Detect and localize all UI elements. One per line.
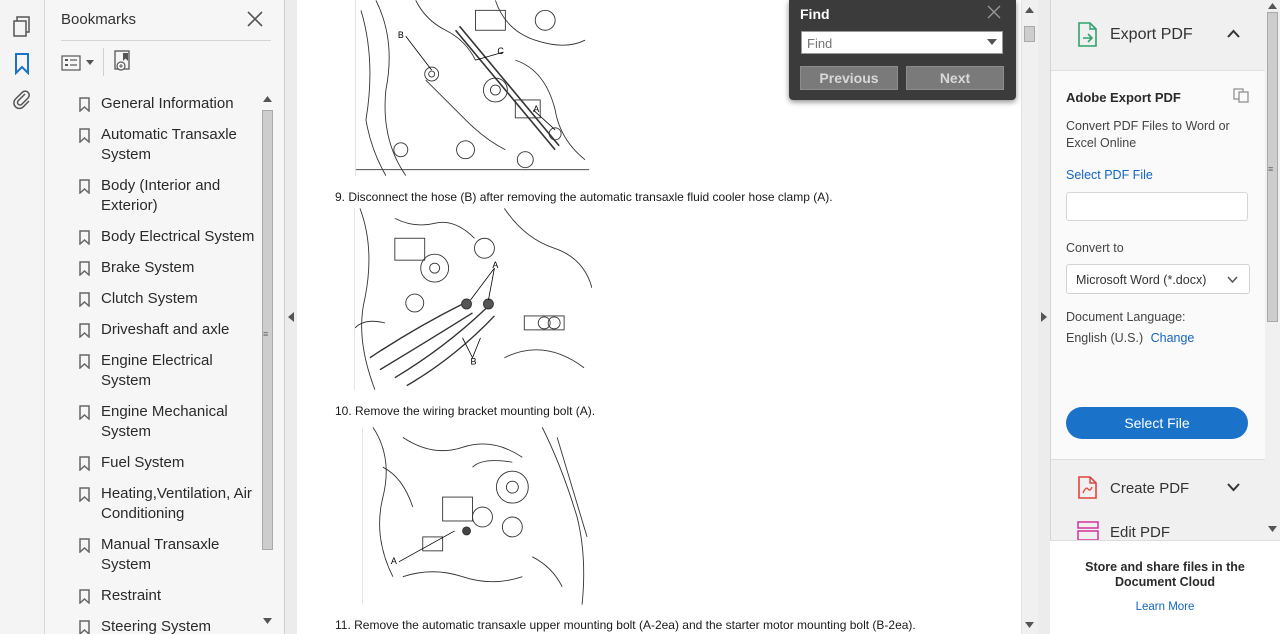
bookmark-item[interactable] (75, 402, 261, 442)
export-pdf-header[interactable] (1051, 0, 1266, 70)
card-title: Adobe Export PDF (1066, 90, 1181, 105)
figure-transaxle-hose (355, 0, 589, 176)
export-pdf-title: Export PDF (1110, 26, 1193, 43)
chevron-down-icon[interactable] (987, 39, 997, 45)
bookmark-item[interactable] (75, 535, 261, 575)
next-button[interactable]: Next (906, 66, 1004, 90)
edit-pdf-tool[interactable] (1051, 514, 1266, 540)
bookmark-icon (79, 620, 90, 634)
bookmark-label: General Information (101, 95, 234, 112)
find-title: Find (800, 6, 830, 22)
promo-text: Store and share files in the Document Cloud (1085, 560, 1245, 589)
bookmark-icon (79, 456, 90, 471)
scroll-up-icon[interactable] (263, 96, 272, 102)
bookmark-icon (79, 538, 90, 553)
export-pdf-icon (1077, 22, 1099, 48)
chevron-down-icon (1227, 483, 1240, 492)
convert-to-label: Convert to (1066, 241, 1124, 255)
step-11-text: 11. Remove the automatic transaxle upper mounting bolt (A-2ea) and the starter motor mounting bolt (B-2ea). (335, 618, 916, 632)
bookmark-icon (79, 487, 90, 502)
bookmark-options-button[interactable] (61, 52, 95, 74)
bookmark-label: Brake System (101, 259, 195, 276)
figure-wiring-bracket (362, 427, 594, 605)
new-bookmark-icon (113, 50, 135, 74)
chevron-left-icon (288, 312, 294, 322)
grip-icon: ≡ (1268, 164, 1274, 174)
select-file-button[interactable]: Select File (1066, 407, 1248, 439)
close-icon[interactable] (987, 5, 1001, 19)
doc-language-row (1066, 331, 1194, 345)
bookmark-item[interactable] (75, 258, 261, 278)
new-bookmark-button[interactable] (113, 50, 137, 76)
bookmark-label: Restraint (101, 587, 162, 604)
export-pdf-card (1051, 70, 1266, 460)
bookmark-icon (79, 230, 90, 245)
doc-language-value: English (U.S.) (1066, 331, 1144, 345)
selected-file-field[interactable] (1066, 192, 1248, 221)
grip-icon: ≡ (263, 329, 269, 339)
figure-label: C (497, 46, 504, 57)
scroll-thumb[interactable] (1024, 26, 1035, 42)
bookmark-item[interactable] (75, 453, 261, 473)
bookmark-label: Steering System (101, 618, 212, 634)
create-pdf-label: Create PDF (1110, 480, 1190, 497)
collapse-right-panel-button[interactable] (1038, 0, 1050, 634)
page-thumbnails-icon[interactable] (8, 13, 36, 41)
scroll-down-icon[interactable] (1268, 526, 1277, 532)
select-pdf-file-link[interactable]: Select PDF File (1066, 168, 1153, 182)
edit-pdf-icon (1077, 520, 1101, 540)
bookmark-label: Body (Interior and Exterior) (101, 177, 221, 214)
bookmark-item[interactable] (75, 176, 261, 216)
bookmark-label: Driveshaft and axle (101, 321, 230, 338)
chevron-down-icon (86, 60, 94, 66)
bookmark-label: Clutch System (101, 290, 198, 307)
bookmark-list (75, 94, 261, 634)
bookmark-label: Automatic Transaxle System (101, 126, 237, 163)
bookmark-label: Engine Mechanical System (101, 403, 228, 440)
bookmark-icon (79, 292, 90, 307)
convert-to-select[interactable] (1066, 264, 1250, 294)
figure-label: B (470, 356, 477, 367)
bookmark-icon (79, 354, 90, 369)
left-tool-strip (0, 0, 45, 634)
document-scrollbar[interactable] (1021, 0, 1037, 634)
bookmark-icon (79, 589, 90, 604)
collapse-left-panel-button[interactable] (285, 0, 297, 634)
bookmark-icon[interactable] (8, 50, 36, 78)
divider (61, 40, 271, 41)
bookmark-label: Fuel System (101, 454, 185, 471)
figure-label: A (533, 103, 540, 114)
bookmark-item[interactable] (75, 586, 261, 606)
bookmark-icon (79, 179, 90, 194)
scroll-up-icon[interactable] (1268, 3, 1277, 9)
bookmark-icon (79, 261, 90, 276)
bookmarks-scrollbar[interactable] (260, 92, 276, 629)
figure-label: A (390, 555, 397, 566)
tools-pane (1050, 0, 1265, 634)
bookmark-item[interactable] (75, 227, 261, 247)
step-9-text: 9. Disconnect the hose (B) after removing the automatic transaxle fluid cooler hose clamp (A). (335, 190, 833, 204)
figure-label: A (492, 260, 499, 271)
bookmark-icon (79, 128, 90, 143)
convert-to-value: Microsoft Word (*.docx) (1076, 273, 1207, 287)
bookmark-item[interactable] (75, 351, 261, 391)
scroll-up-icon[interactable] (1025, 7, 1034, 13)
bookmarks-title: Bookmarks (61, 11, 137, 28)
divider (103, 48, 104, 76)
create-pdf-tool[interactable] (1051, 462, 1266, 514)
chevron-up-icon[interactable] (1227, 29, 1240, 38)
bookmark-icon (79, 323, 90, 338)
bookmark-label: Manual Transaxle System (101, 536, 220, 573)
close-icon[interactable] (245, 9, 265, 29)
bookmark-label: Body Electrical System (101, 228, 255, 245)
card-description: Convert PDF Files to Word or Excel Online (1066, 119, 1230, 150)
bookmark-item[interactable] (75, 94, 261, 114)
cloud-copy-icon[interactable] (1233, 88, 1250, 103)
figure-label: B (397, 30, 404, 41)
figure-cooler-hose (354, 208, 592, 390)
bookmark-icon (79, 97, 90, 112)
scroll-down-icon[interactable] (263, 618, 272, 624)
edit-pdf-label: Edit PDF (1110, 524, 1171, 540)
bookmark-item[interactable] (75, 484, 261, 524)
create-pdf-icon (1077, 476, 1099, 500)
chevron-down-icon (1227, 276, 1238, 283)
bookmarks-panel (45, 0, 285, 634)
document-cloud-promo (1050, 540, 1280, 634)
attachment-icon[interactable] (8, 86, 36, 114)
bookmark-label: Engine Electrical System (101, 352, 213, 389)
bookmark-icon (79, 405, 90, 420)
scroll-down-icon[interactable] (1025, 622, 1034, 628)
step-10-text: 10. Remove the wiring bracket mounting bolt (A). (335, 404, 596, 418)
bookmark-item[interactable] (75, 289, 261, 309)
chevron-right-icon (1041, 312, 1047, 322)
bookmark-label: Heating,Ventilation, Air Conditioning (101, 485, 252, 522)
list-options-icon (61, 55, 83, 71)
bookmark-item[interactable] (75, 125, 261, 165)
bookmark-item[interactable] (75, 320, 261, 340)
find-input[interactable] (801, 31, 1003, 54)
tools-pane-scrollbar[interactable] (1265, 0, 1280, 540)
change-language-link[interactable]: Change (1150, 331, 1195, 345)
bookmark-item[interactable] (75, 617, 261, 634)
doc-language-label: Document Language: (1066, 310, 1186, 324)
previous-button[interactable]: Previous (800, 66, 898, 90)
learn-more-link[interactable]: Learn More (1135, 601, 1195, 613)
find-dialog (789, 0, 1016, 100)
